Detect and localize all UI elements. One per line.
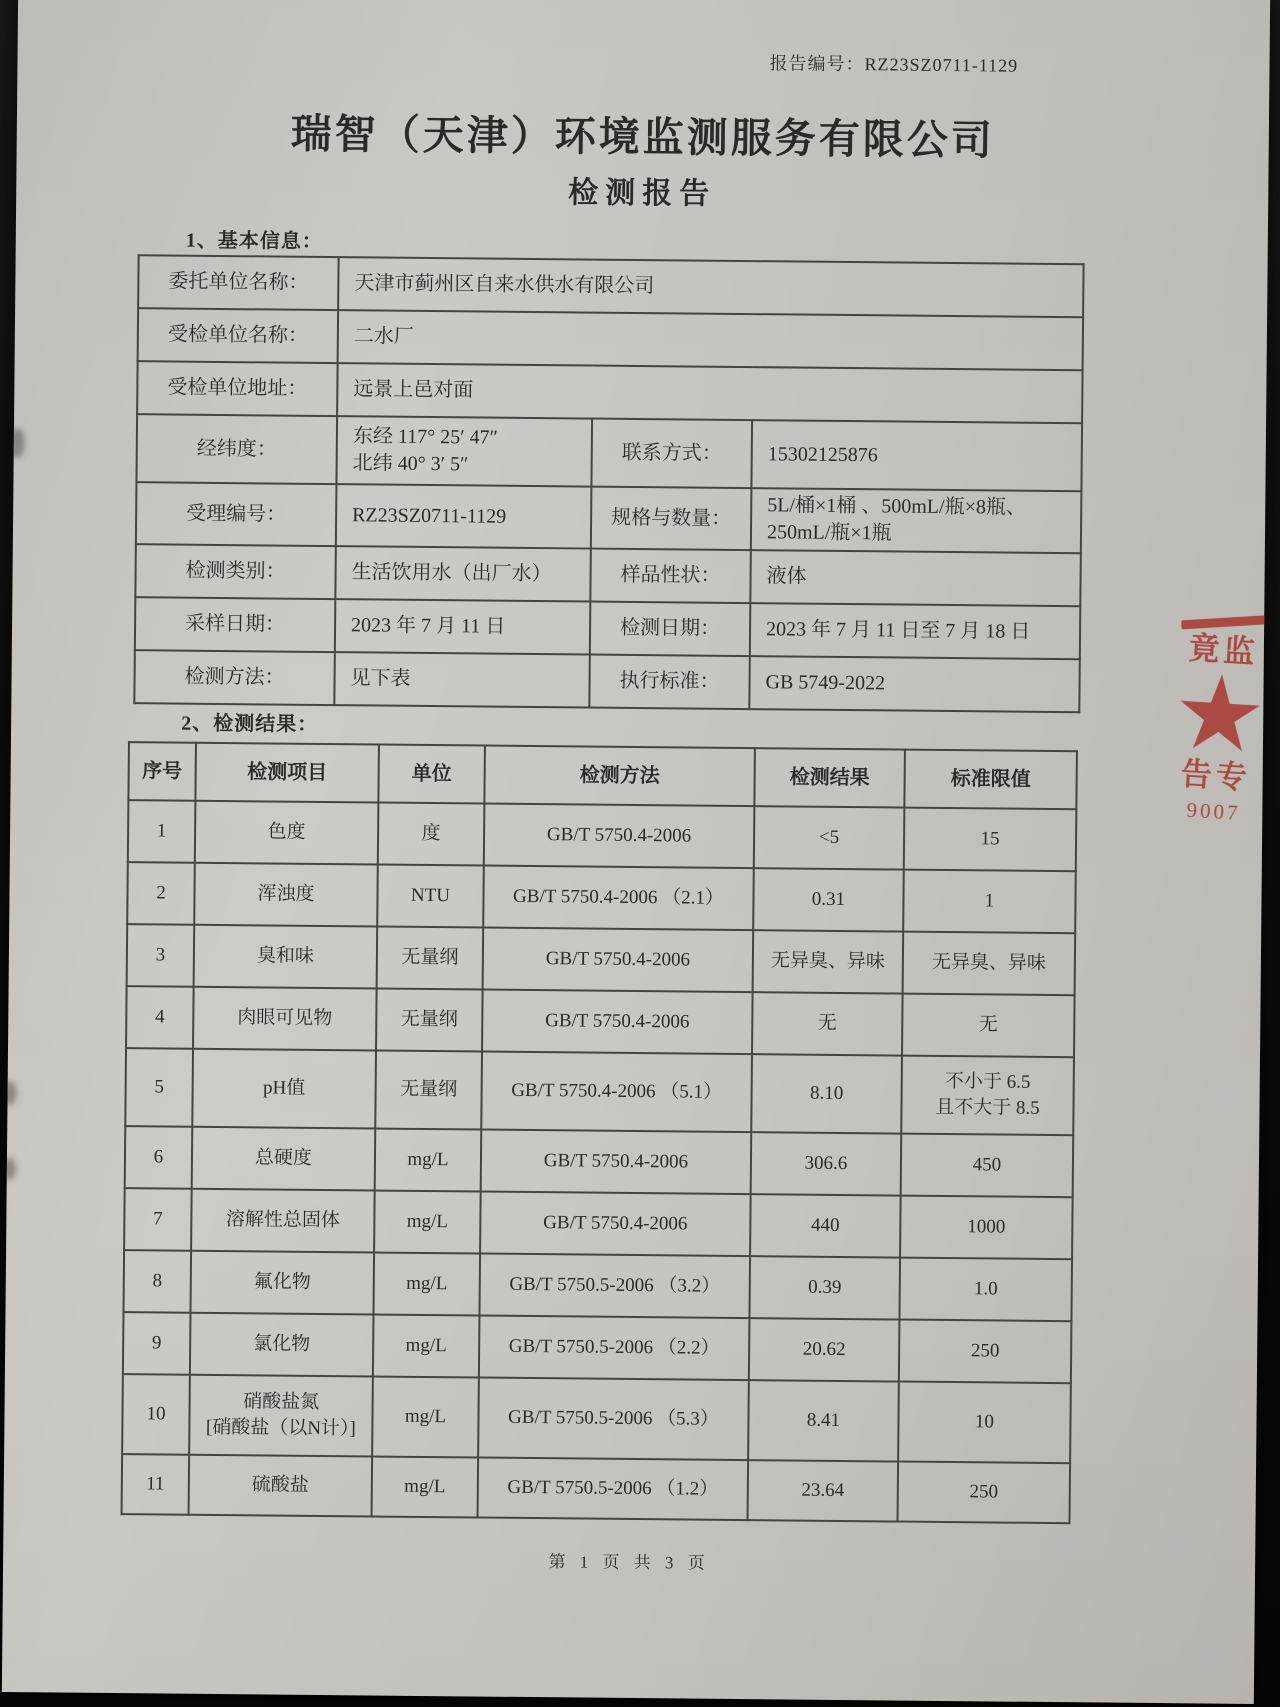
table-row xyxy=(125,1048,1074,1135)
result-cell: mg/L xyxy=(374,1191,481,1254)
result-cell: 10 xyxy=(898,1382,1071,1464)
info-label: 检测日期： xyxy=(590,602,751,657)
result-cell: 色度 xyxy=(195,801,379,865)
info-value: 生活饮用水（出厂水） xyxy=(335,546,590,601)
info-value: GB 5749-2022 xyxy=(749,656,1079,712)
column-header: 检测方法 xyxy=(484,746,755,807)
table-row xyxy=(122,1374,1071,1463)
result-cell: 无量纲 xyxy=(375,1051,482,1130)
result-cell: GB/T 5750.4-2006 xyxy=(480,1192,751,1257)
result-cell: 无量纲 xyxy=(376,989,483,1052)
table-row xyxy=(136,482,1082,553)
info-label: 规格与数量： xyxy=(591,487,752,551)
result-cell: 0.39 xyxy=(749,1256,900,1319)
info-value: 天津市蓟州区自来水供水有限公司 xyxy=(338,257,1083,317)
result-cell: 氟化物 xyxy=(190,1251,374,1315)
results-table xyxy=(121,741,1078,1524)
result-cell: 9 xyxy=(123,1312,191,1375)
info-label: 受检单位名称： xyxy=(138,308,338,363)
star-icon: ★ xyxy=(1175,661,1264,769)
info-value: 5L/桶×1桶 、500mL/瓶×8瓶、 250mL/瓶×1瓶 xyxy=(751,488,1082,553)
info-label: 执行标准： xyxy=(589,655,750,710)
table-row xyxy=(134,650,1079,712)
info-value: 远景上邑对面 xyxy=(337,363,1082,423)
stamp-arc-segment xyxy=(1181,615,1269,629)
result-cell: 6 xyxy=(125,1126,193,1189)
info-label: 采样日期： xyxy=(135,597,335,652)
result-cell: 450 xyxy=(901,1134,1074,1198)
result-cell: mg/L xyxy=(372,1456,479,1517)
result-cell: pH值 xyxy=(192,1049,376,1129)
company-title: 瑞智（天津）环境监测服务有限公司 xyxy=(290,110,996,164)
paper-edge-mark xyxy=(2,1158,16,1180)
result-cell: 11 xyxy=(122,1454,190,1515)
result-cell: 浑浊度 xyxy=(194,863,378,927)
result-cell: 440 xyxy=(750,1194,901,1257)
result-cell: 10 xyxy=(122,1374,190,1455)
result-cell: GB/T 5750.4-2006 xyxy=(484,804,755,869)
table-row xyxy=(135,544,1080,606)
info-label: 联系方式： xyxy=(591,419,752,489)
page-footer: 第 1 页 共 3 页 xyxy=(548,1552,710,1573)
stamp-text-bottom: 告专 xyxy=(1179,756,1252,797)
info-value: 2023 年 7 月 11 日 xyxy=(335,599,590,654)
result-cell: GB/T 5750.4-2006 xyxy=(481,1130,752,1195)
document-title: 检测报告 xyxy=(568,176,717,211)
table-row xyxy=(123,1312,1072,1383)
info-value: 东经 117° 25′ 47″ 北纬 40° 3′ 5″ xyxy=(336,416,592,486)
info-value: 见下表 xyxy=(334,652,589,707)
result-cell: 度 xyxy=(378,803,485,866)
column-header: 单位 xyxy=(378,745,485,804)
result-cell: GB/T 5750.5-2006 （5.3） xyxy=(478,1378,749,1461)
table-row xyxy=(136,414,1082,491)
info-value: 15302125876 xyxy=(751,420,1082,491)
result-cell: 硫酸盐 xyxy=(189,1455,373,1517)
table-row xyxy=(135,597,1080,659)
table-row xyxy=(138,255,1083,317)
result-cell: 4 xyxy=(126,986,194,1049)
report-number xyxy=(769,49,1018,77)
table-row xyxy=(124,1188,1073,1259)
result-cell: 23.64 xyxy=(748,1460,899,1521)
result-cell: 无异臭、异味 xyxy=(753,930,904,993)
result-cell: 2 xyxy=(127,862,195,925)
result-cell: 无异臭、异味 xyxy=(903,932,1076,996)
table-row xyxy=(122,1454,1071,1523)
result-cell: 总硬度 xyxy=(192,1127,376,1191)
info-value: 2023 年 7 月 11 日至 7 月 18 日 xyxy=(750,603,1080,659)
red-stamp xyxy=(1157,614,1270,826)
table-row xyxy=(126,986,1075,1057)
info-label: 受检单位地址： xyxy=(137,361,337,416)
result-cell: 3 xyxy=(127,924,195,987)
report-number-value: RZ23SZ0711-1129 xyxy=(864,54,1019,76)
result-cell: GB/T 5750.5-2006 （1.2） xyxy=(478,1458,749,1521)
info-label: 委托单位名称： xyxy=(138,255,338,310)
result-cell: GB/T 5750.5-2006 （2.2） xyxy=(479,1316,750,1381)
info-value: 液体 xyxy=(750,550,1080,606)
result-cell: 20.62 xyxy=(749,1318,900,1381)
info-label: 检测方法： xyxy=(134,650,334,705)
result-cell: 306.6 xyxy=(751,1132,902,1195)
result-cell: 8 xyxy=(123,1250,191,1313)
result-cell: NTU xyxy=(377,865,484,928)
result-cell: mg/L xyxy=(375,1129,482,1192)
info-value: RZ23SZ0711-1129 xyxy=(336,484,592,548)
result-cell: 溶解性总固体 xyxy=(191,1189,375,1253)
table-row xyxy=(137,361,1082,423)
result-cell: 无量纲 xyxy=(377,927,484,990)
info-label: 样品性状： xyxy=(590,549,751,604)
result-cell: 氯化物 xyxy=(190,1313,374,1377)
result-cell: 硝酸盐氮 [硝酸盐（以N计）] xyxy=(189,1375,373,1457)
result-cell: 无 xyxy=(902,994,1075,1058)
result-cell: 不小于 6.5 且不大于 8.5 xyxy=(901,1056,1074,1136)
result-cell: 1 xyxy=(128,800,196,863)
result-cell: GB/T 5750.4-2006 （5.1） xyxy=(481,1052,752,1133)
result-cell: 250 xyxy=(898,1462,1071,1524)
info-label: 检测类别： xyxy=(135,544,335,599)
column-header: 序号 xyxy=(128,742,196,801)
table-header-row xyxy=(128,742,1077,809)
result-cell: 1000 xyxy=(900,1196,1073,1260)
info-label: 受理编号： xyxy=(136,482,337,546)
table-row xyxy=(127,862,1076,933)
report-number-label: 报告编号： xyxy=(769,53,865,75)
result-cell: 5 xyxy=(125,1048,193,1127)
section-basic-info-heading: 1、基本信息： xyxy=(185,229,323,253)
column-header: 检测结果 xyxy=(754,748,905,807)
result-cell: 无 xyxy=(752,992,903,1055)
column-header: 标准限值 xyxy=(904,750,1077,810)
result-cell: 0.31 xyxy=(753,868,904,931)
result-cell: GB/T 5750.4-2006 xyxy=(483,928,754,993)
info-label: 经纬度： xyxy=(136,414,337,484)
column-header: 检测项目 xyxy=(195,743,379,803)
result-cell: <5 xyxy=(754,806,905,869)
table-row xyxy=(123,1250,1072,1321)
paper-edge-mark xyxy=(9,428,25,458)
result-cell: GB/T 5750.4-2006 xyxy=(482,990,753,1055)
report-page xyxy=(2,0,1270,1704)
result-cell: 8.10 xyxy=(751,1054,902,1133)
result-cell: 15 xyxy=(904,808,1077,872)
table-row xyxy=(138,308,1083,370)
result-cell: mg/L xyxy=(373,1253,480,1316)
stamp-text-top: 竟监 xyxy=(1187,630,1260,670)
result-cell: mg/L xyxy=(372,1376,479,1457)
table-row xyxy=(128,800,1077,871)
result-cell: 1.0 xyxy=(899,1258,1072,1322)
result-cell: 250 xyxy=(899,1320,1072,1384)
table-row xyxy=(127,924,1076,995)
result-cell: GB/T 5750.5-2006 （3.2） xyxy=(479,1254,750,1319)
basic-info-table xyxy=(133,254,1084,713)
result-cell: 臭和味 xyxy=(194,925,378,989)
result-cell: 肉眼可见物 xyxy=(193,987,377,1051)
paper-edge-mark xyxy=(2,1081,16,1105)
section-results-heading: 2、检测结果： xyxy=(181,712,319,736)
result-cell: 8.41 xyxy=(748,1380,899,1461)
result-cell: GB/T 5750.4-2006 （2.1） xyxy=(483,866,754,931)
table-row xyxy=(125,1126,1074,1197)
result-cell: 7 xyxy=(124,1188,192,1251)
result-cell: 1 xyxy=(903,870,1076,934)
result-cell: mg/L xyxy=(373,1315,480,1378)
stamp-number: 9007 xyxy=(1185,798,1242,826)
info-value: 二水厂 xyxy=(338,310,1083,370)
